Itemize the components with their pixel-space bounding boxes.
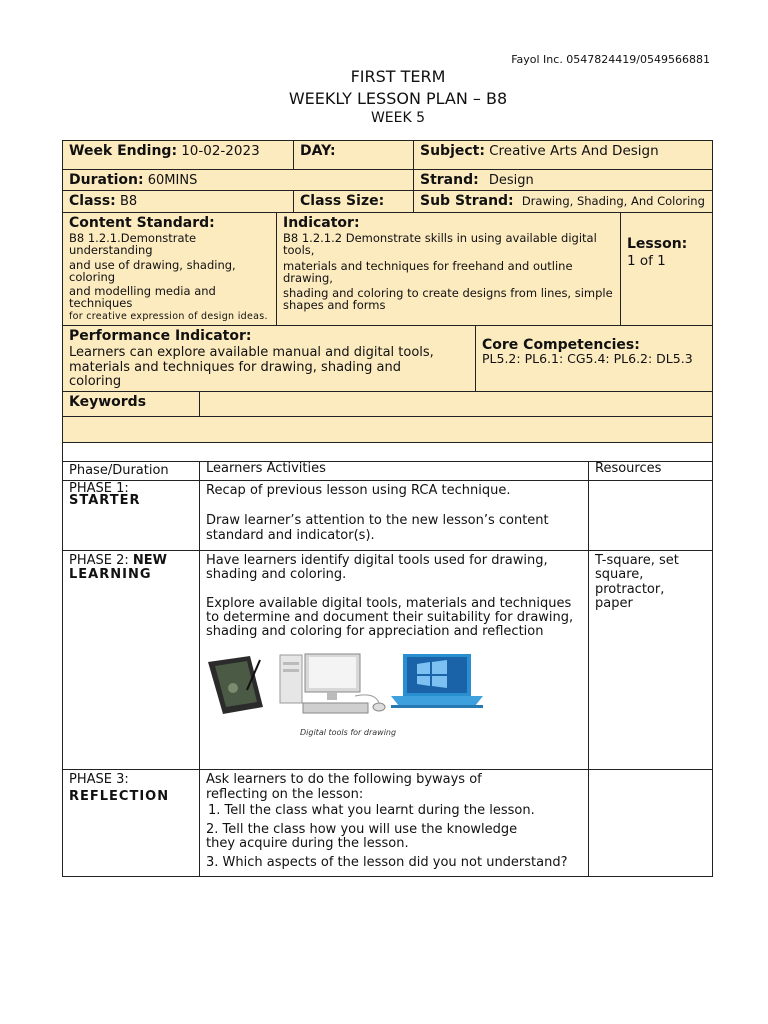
phase3-intro: Ask learners to do the following byways of reflecting on the lesson: [206, 772, 482, 802]
desktop-computer-icon [280, 654, 385, 713]
lesson-label: Lesson: [627, 236, 688, 252]
week-ending-label: Week Ending: [69, 143, 178, 159]
phase-header [62, 461, 200, 481]
keywords-label: Keywords [69, 394, 147, 410]
phase3-question1: 1. Tell the class what you learnt during the lesson. [208, 802, 535, 818]
sub-strand-cell [413, 190, 713, 213]
lesson-cell [620, 212, 713, 326]
day-cell [293, 140, 414, 170]
subject-value: Creative Arts And Design [489, 143, 659, 159]
phase2-resources-text: T-square, set square, protractor, paper [595, 553, 679, 611]
lesson-value: 1 of 1 [627, 253, 666, 270]
content-standard-label: Content Standard: [69, 215, 215, 231]
resources-header-text: Resources [595, 461, 662, 476]
phase3-question3: 3. Which aspects of the lesson did you not understand? [206, 854, 568, 870]
phase2-cell [62, 550, 200, 770]
performance-label: Performance Indicator: [69, 328, 252, 344]
core-competencies-text: PL5.2: PL6.1: CG5.4: PL6.2: DL5.3 [482, 351, 693, 367]
phase3-resources [588, 769, 713, 877]
duration-value: 60MINS [147, 173, 198, 188]
week-ending-cell [62, 140, 294, 170]
phase3-label: PHASE 3: [69, 772, 129, 787]
performance-text: Learners can explore available manual and digital tools, materials and techniques for drawing, shading and coloring [69, 345, 434, 389]
phase2-activity1: Have learners identify digital tools used for drawing, shading and coloring. [206, 553, 548, 583]
content-standard-line4: for creative expression of design ideas. [69, 310, 268, 322]
indicator-line2: materials and techniques for freehand and outline drawing, [283, 258, 573, 285]
class-value: B8 [119, 194, 138, 209]
sub-strand-label: Sub Strand: [420, 193, 514, 209]
class-label: Class: [69, 193, 116, 209]
duration-label: Duration: [69, 172, 144, 188]
contact-line: Fayol Inc. 0547824419/0549566881 [511, 53, 710, 66]
resources-header [588, 461, 713, 481]
activities-header-text: Learners Activities [206, 461, 326, 476]
phase2-label: PHASE 2: [69, 553, 129, 568]
phase3-cell [62, 769, 200, 877]
phase3-name: REFLECTION [69, 789, 170, 805]
phase1-cell [62, 480, 200, 551]
class-size-cell [293, 190, 414, 213]
phase1-activities [199, 480, 589, 551]
keywords-value-cell [199, 391, 713, 417]
indicator-cell [276, 212, 621, 326]
phase1-label: PHASE 1: [69, 481, 129, 496]
term-title: FIRST TERM [350, 67, 446, 86]
keywords-cell [62, 391, 200, 417]
phase1-activity1: Recap of previous lesson using RCA technique. [206, 483, 511, 498]
class-size-label: Class Size: [300, 193, 385, 209]
drawing-tablet-icon [208, 656, 263, 714]
subject-cell [413, 140, 713, 170]
content-standard-line2: and use of drawing, shading, coloring [69, 257, 236, 284]
class-cell [62, 190, 294, 213]
phase2-name-part1: NEW [132, 553, 168, 568]
phase2-resources [588, 550, 713, 770]
strand-value: Design [488, 173, 534, 188]
duration-cell [62, 169, 414, 191]
sub-strand-value: Drawing, Shading, And Coloring [521, 194, 705, 208]
strand-cell [413, 169, 713, 191]
performance-cell [62, 325, 476, 392]
phase1-name: STARTER [69, 493, 141, 509]
content-standard-line3: and modelling media and techniques [69, 283, 216, 310]
phase3-question2: 2. Tell the class how you will use the knowledge they acquire during the lesson. [206, 822, 518, 852]
phase1-resources [588, 480, 713, 551]
indicator-label: Indicator: [283, 215, 360, 231]
indicator-line1: B8 1.2.1.2 Demonstrate skills in using available digital tools, [283, 231, 597, 258]
image-caption: Digital tools for drawing [300, 728, 397, 737]
spacer-row [62, 442, 713, 462]
laptop-icon [391, 654, 483, 708]
content-standard-cell [62, 212, 277, 326]
phase1-activity2: Draw learner’s attention to the new lesson’s content standard and indicator(s). [206, 513, 549, 543]
phase3-activities [199, 769, 589, 877]
core-competencies-label: Core Competencies: [482, 337, 640, 353]
week-ending-value: 10-02-2023 [181, 143, 260, 159]
day-label: DAY: [300, 143, 336, 159]
phase2-activity2: Explore available digital tools, materials and techniques to determine and document their suitability for drawing, shading and coloring for appreciation and reflection [206, 595, 574, 640]
phase2-name-part2: LEARNING [69, 567, 152, 583]
subject-label: Subject: [420, 143, 485, 159]
week-title: WEEK 5 [370, 110, 426, 126]
blank-band [62, 416, 713, 443]
phase-header-text: Phase/Duration [69, 463, 169, 478]
core-competencies-cell [475, 325, 713, 392]
indicator-line3: shading and coloring to create designs from lines, simple shapes and forms [283, 285, 613, 312]
activities-header [199, 461, 589, 481]
plan-title: WEEKLY LESSON PLAN – B8 [288, 89, 508, 108]
strand-label: Strand: [420, 172, 479, 188]
content-standard-line1: B8 1.2.1.Demonstrate understanding [69, 231, 197, 258]
